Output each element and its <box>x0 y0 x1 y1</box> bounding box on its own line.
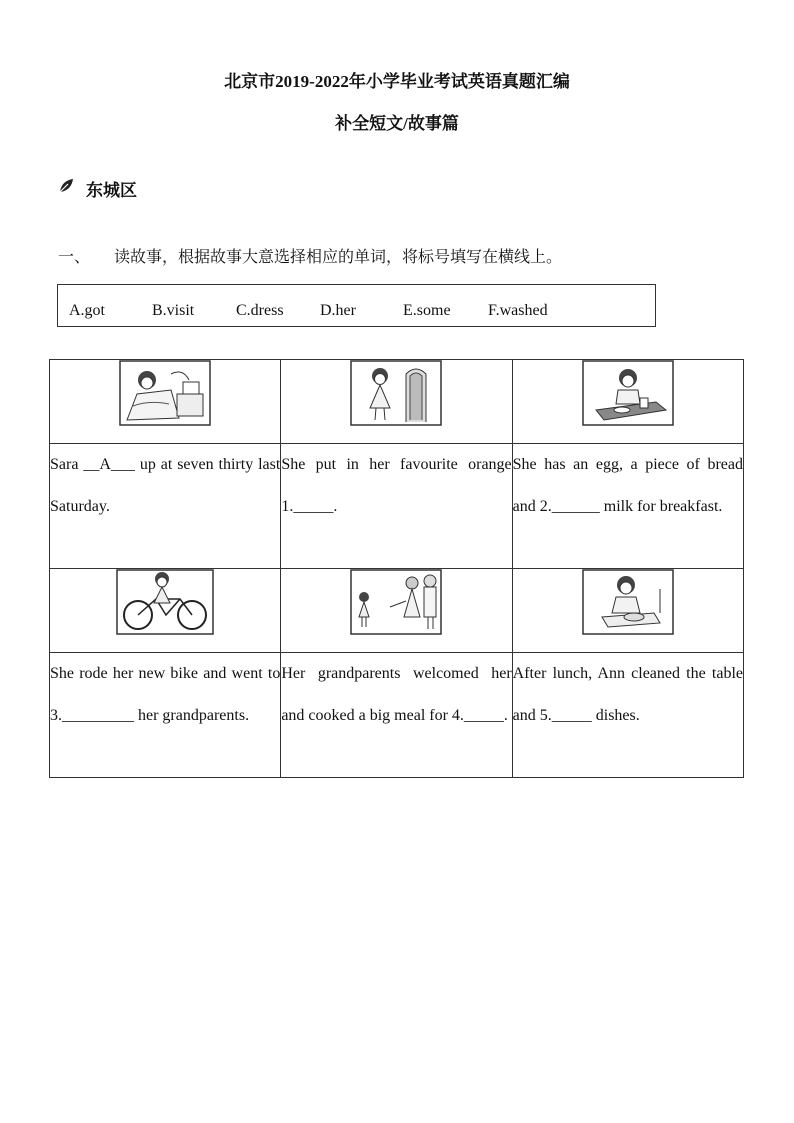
picture-cell <box>50 569 281 653</box>
question-instruction <box>58 244 562 267</box>
picture-cell <box>281 360 512 444</box>
story-text-cell: Sara __A___ up at seven thirty last Saturday. <box>50 444 281 569</box>
option-a: A.got <box>69 302 105 319</box>
story-table <box>49 359 744 778</box>
word-bank <box>57 284 656 327</box>
picture-cell <box>50 360 281 444</box>
section-name: 东城区 <box>86 181 137 200</box>
story-text-cell: She rode her new bike and went to 3._________ her grandparents. <box>50 653 281 778</box>
girl-in-dress-by-mirror-picture <box>350 360 442 426</box>
girl-eating-breakfast-picture <box>582 360 674 426</box>
question-number: 一、 <box>58 247 91 266</box>
girl-riding-bike-picture <box>116 569 214 635</box>
story-text-cell: She has an egg, a piece of bread and 2.______ milk for breakfast. <box>512 444 743 569</box>
instruction-text: 读故事，根据故事大意选择相应的单词，将标号填写在横线上。 <box>114 247 563 266</box>
option-f: F.washed <box>488 302 548 319</box>
section-heading <box>58 176 137 201</box>
option-b: B.visit <box>152 302 195 319</box>
grandparents-welcoming-girl-picture <box>350 569 442 635</box>
leaf-icon <box>58 178 86 199</box>
story-text-cell: Her grandparents welcomed her and cooked a big meal for 4._____. <box>281 653 512 778</box>
page-title: 北京市2019-2022年小学毕业考试英语真题汇编 <box>224 72 570 91</box>
picture-cell <box>512 569 743 653</box>
story-text-cell: After lunch, Ann cleaned the table and 5._____ dishes. <box>512 653 743 778</box>
option-c: C.dress <box>236 302 284 319</box>
page-subtitle: 补全短文/故事篇 <box>335 114 459 133</box>
girl-washing-dishes-picture <box>582 569 674 635</box>
picture-cell <box>281 569 512 653</box>
story-text-cell: She put in her favourite orange 1._____. <box>281 444 512 569</box>
girl-waking-in-bed-picture <box>119 360 211 426</box>
picture-cell <box>512 360 743 444</box>
option-d: D.her <box>320 302 356 319</box>
option-e: E.some <box>403 302 451 319</box>
